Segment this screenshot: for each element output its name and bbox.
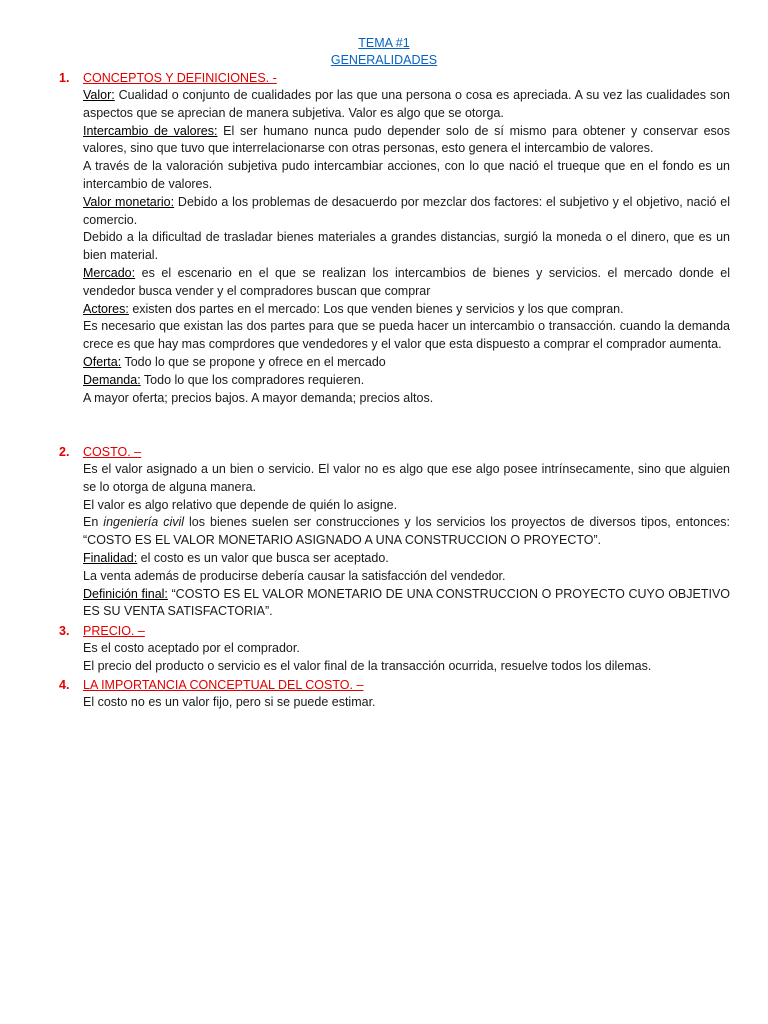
section-title: LA IMPORTANCIA CONCEPTUAL DEL COSTO. –: [83, 678, 364, 692]
section-body: [83, 87, 730, 407]
section-number: 3.: [59, 624, 70, 638]
section-heading: [59, 623, 739, 640]
paragraph-text: En: [83, 515, 104, 530]
topic-title: TEMA #1: [358, 36, 410, 50]
term-label: Oferta:: [83, 354, 122, 369]
section-body: [83, 694, 730, 712]
paragraph-text: el costo es un valor que busca ser aceptado.: [137, 550, 389, 565]
paragraph: [83, 194, 730, 230]
paragraph: La venta además de producirse debería causar la satisfacción del vendedor.: [83, 568, 506, 583]
paragraph: [83, 354, 730, 372]
paragraph: A mayor oferta; precios bajos. A mayor demanda; precios altos.: [83, 390, 434, 405]
paragraph: [83, 265, 730, 301]
paragraph-text: Cualidad o conjunto de cualidades por las que una persona o cosa es apreciada. A su vez las cualidades son aspectos que se aprecian de manera subjetiva. Valor es algo que se otorga.: [83, 88, 730, 120]
paragraph: El valor es algo relativo que depende de quién lo asigne.: [83, 497, 398, 512]
paragraph: [83, 550, 730, 568]
section-title: CONCEPTOS Y DEFINICIONES. -: [83, 71, 277, 85]
paragraph: [83, 301, 730, 319]
italic-term: ingeniería civil: [103, 515, 185, 530]
paragraph: El precio del producto o servicio es el valor final de la transacción ocurrida, resuelve todos los dilemas.: [83, 658, 652, 673]
paragraph-text: Todo lo que los compradores requieren.: [140, 372, 365, 387]
paragraph-text: El ser humano nunca pudo depender solo de sí mismo para obtener y conservar esos valores, sino que tuvo que interrelacionarse con otras personas, esto genera el intercambio de valores.: [83, 123, 730, 156]
paragraph: [83, 372, 730, 390]
document-title-block: [0, 35, 768, 69]
term-label: Valor:: [83, 88, 115, 102]
section-number: 2.: [59, 445, 70, 459]
term-label: Demanda:: [83, 372, 141, 387]
paragraph: [83, 586, 730, 622]
section-title: COSTO. –: [83, 445, 142, 459]
paragraph: A través de la valoración subjetiva pudo intercambiar acciones, con lo que nació el trueque que en el fondo es un intercambio de valores.: [83, 159, 730, 191]
paragraph: [83, 123, 730, 159]
section-number: 4.: [59, 678, 70, 692]
paragraph-text: existen dos partes en el mercado: Los que venden bienes y servicios y los que compran.: [128, 301, 624, 316]
section-heading: [59, 444, 739, 461]
section-heading: [59, 70, 739, 87]
paragraph-text: los bienes suelen ser construcciones y los servicios los proyectos de diversos tipos, entonces: “COSTO ES EL VALOR MONETARIO ASIGNADO A UNA CONSTRUCCION O PROYECTO”.: [83, 515, 730, 548]
section-number: 1.: [59, 71, 70, 85]
topic-subtitle: GENERALIDADES: [330, 53, 438, 67]
paragraph: Es el costo aceptado por el comprador.: [83, 641, 300, 655]
paragraph: [83, 514, 730, 550]
paragraph: Es el valor asignado a un bien o servicio. El valor no es algo que ese algo posee intrínsecamente, sino que alguien se lo otorga de alguna manera.: [83, 462, 730, 494]
paragraph: El costo no es un valor fijo, pero si se puede estimar.: [83, 695, 376, 709]
term-label: Intercambio de valores:: [83, 123, 218, 138]
term-label: Actores:: [83, 301, 129, 316]
paragraph: [83, 87, 730, 123]
section-body: [83, 640, 730, 676]
section-title: PRECIO. –: [83, 624, 145, 638]
paragraph: Es necesario que existan las dos partes para que se pueda hacer un intercambio o transacción. cuando la demanda crece es que hay mas comprdores que vendedores y el valor que esta dispuesto a comprar el comprador aumenta.: [83, 319, 730, 352]
term-label: Finalidad:: [83, 550, 138, 565]
paragraph: Debido a la dificultad de trasladar bienes materiales a grandes distancias, surgió la moneda o el dinero, que es un bien material.: [83, 230, 730, 263]
section-heading: [59, 677, 739, 694]
term-label: Valor monetario:: [83, 194, 175, 209]
paragraph-text: Debido a los problemas de desacuerdo por mezclar dos factores: el subjetivo y el objetivo, nació el comercio.: [83, 194, 730, 227]
term-label: Definición final:: [83, 586, 168, 601]
paragraph-text: “COSTO ES EL VALOR MONETARIO DE UNA CONSTRUCCION O PROYECTO CUYO OBJETIVO ES SU VENTA SATISFACTORIA”.: [83, 586, 731, 619]
paragraph-text: Todo lo que se propone y ofrece en el mercado: [121, 354, 386, 369]
section-body: [83, 461, 730, 621]
term-label: Mercado:: [83, 265, 136, 280]
paragraph-text: es el escenario en el que se realizan los intercambios de bienes y servicios. el mercado donde el vendedor busca vender y el compradores buscan que comprar: [83, 265, 730, 298]
